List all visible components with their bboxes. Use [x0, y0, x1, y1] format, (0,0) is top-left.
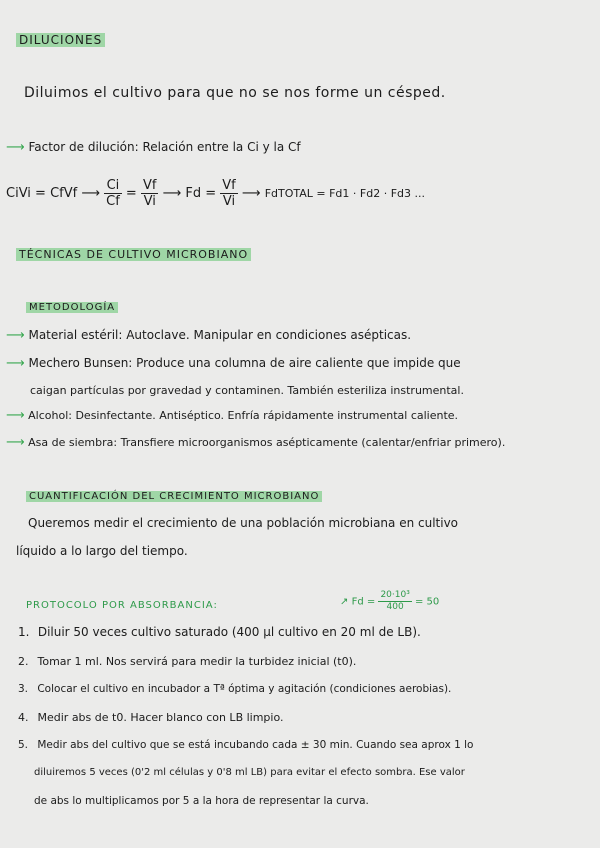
step-row	[18, 739, 473, 751]
item-text: Asa de siembra: Transfiere microorganismos asépticamente (calentar/enfriar primero).	[28, 436, 506, 449]
fd-note-lhs: Fd =	[351, 596, 376, 608]
step-number: 5.	[18, 739, 29, 751]
frac-vf2: Vf	[222, 178, 236, 193]
list-item	[6, 328, 411, 343]
item-text: Mechero Bunsen: Produce una columna de aire caliente que impide que	[28, 356, 461, 370]
step-row	[18, 711, 284, 724]
frac-ci: Ci	[104, 178, 122, 194]
step-row	[18, 655, 356, 668]
factor-row	[6, 140, 301, 155]
step-text: Colocar el cultivo en incubador a Tª óptima y agitación (condiciones aerobias).	[37, 683, 452, 695]
step-row	[18, 683, 451, 695]
curve-arrow-icon: ↗	[340, 596, 349, 608]
fd-note-fraction	[378, 590, 411, 613]
list-item	[6, 435, 505, 450]
formula-row	[6, 178, 425, 209]
step-number: 1.	[18, 625, 30, 639]
frac-vi2: Vi	[222, 194, 236, 209]
protocolo-heading: PROTOCOLO POR ABSORBANCIA:	[26, 600, 218, 611]
step-row	[18, 625, 421, 639]
intro-text: Diluimos el cultivo para que no se nos forme un césped.	[24, 85, 446, 101]
step-number: 3.	[18, 683, 29, 695]
equals-sign: =	[125, 186, 137, 201]
frac-cf: Cf	[106, 194, 120, 209]
section-tecnicas: TÉCNICAS DE CULTIVO MICROBIANO	[16, 248, 251, 261]
green-arrow-icon: ⟶	[6, 140, 25, 155]
fraction-fd	[220, 178, 237, 209]
section-metodologia: METODOLOGÍA	[26, 302, 118, 313]
fd-note	[340, 590, 439, 613]
arrow-icon: ⟶	[81, 186, 100, 201]
step-text: Diluir 50 veces cultivo saturado (400 µl cultivo en 20 ml de LB).	[37, 625, 421, 639]
fraction-vf-vi	[141, 178, 158, 209]
step-text: Tomar 1 ml. Nos servirá para medir la turbidez inicial (t0).	[37, 655, 357, 668]
list-item	[6, 356, 461, 371]
green-arrow-icon: ⟶	[6, 435, 25, 450]
frac-vf: Vf	[142, 178, 157, 193]
frac-vi: Vi	[143, 194, 156, 209]
list-item	[6, 408, 458, 423]
fraction-ci-cf	[104, 178, 122, 209]
fd-note-num: 20·10³	[380, 590, 410, 600]
item-text-cont: caigan partículas por gravedad y contaminen. También esteriliza instrumental.	[30, 384, 464, 397]
step-text-cont: diluiremos 5 veces (0'2 ml células y 0'8 ml LB) para evitar el efecto sombra. Ese valor	[34, 767, 465, 778]
arrow-icon: ⟶	[162, 186, 182, 201]
factor-text: Factor de dilución: Relación entre la Ci y la Cf	[28, 140, 301, 154]
green-arrow-icon: ⟶	[6, 408, 25, 423]
step-text: Medir abs del cultivo que se está incubando cada ± 30 min. Cuando sea aprox 1 lo	[37, 739, 474, 751]
item-text: Material estéril: Autoclave. Manipular en condiciones asépticas.	[28, 328, 412, 342]
formula-civi: CiVi = CfVf	[6, 186, 78, 201]
step-text-cont: de abs lo multiplicamos por 5 a la hora de representar la curva.	[34, 795, 369, 807]
section-cuantificacion: CUANTIFICACIÓN DEL CRECIMIENTO MICROBIANO	[26, 491, 322, 502]
page-title: DILUCIONES	[16, 33, 105, 47]
fd-label: Fd =	[185, 186, 217, 201]
cuant-text-1: Queremos medir el crecimiento de una población microbiana en cultivo	[28, 516, 459, 530]
green-arrow-icon: ⟶	[6, 328, 25, 343]
step-number: 4.	[18, 711, 29, 724]
fd-note-rhs: = 50	[415, 596, 440, 608]
green-arrow-icon: ⟶	[6, 356, 25, 371]
step-text: Medir abs de t0. Hacer blanco con LB limpio.	[37, 711, 284, 724]
fd-total: FdTOTAL = Fd1 · Fd2 · Fd3 ...	[264, 187, 425, 200]
item-text: Alcohol: Desinfectante. Antiséptico. Enfría rápidamente instrumental caliente.	[28, 409, 459, 422]
cuant-text-2: líquido a lo largo del tiempo.	[16, 544, 188, 558]
fd-note-den: 400	[386, 602, 404, 612]
arrow-icon: ⟶	[241, 186, 261, 201]
step-number: 2.	[18, 655, 29, 668]
